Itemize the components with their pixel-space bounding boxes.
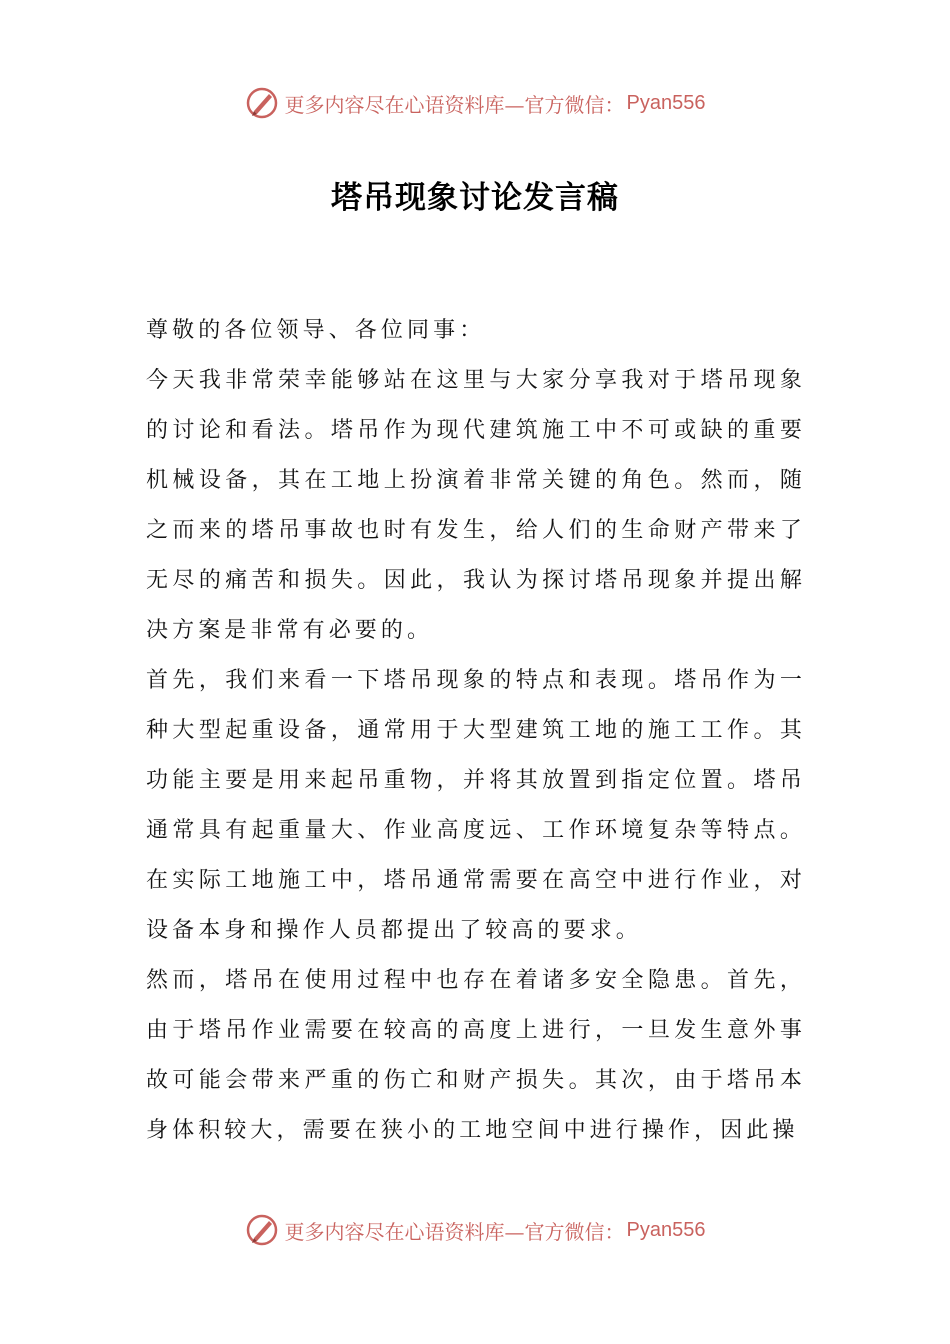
pen-logo-icon [245,86,279,120]
banner-brand-text: 更多内容尽在心语资料库—官方微信： [284,1219,625,1244]
banner-wechat-id: Pyan556 [626,1218,706,1241]
banner-wechat-id: Pyan556 [626,91,706,114]
paragraph: 首先，我们来看一下塔吊现象的特点和表现。塔吊作为一种大型起重设备，通常用于大型建筑工地的施工工作。其功能主要是用来起吊重物，并将其放置到指定位置。塔吊通常具有起重量大、作业高度远、工作环境复杂等特点。在实际工地施工中，塔吊通常需要在高空中进行作业，对设备本身和操作人员都提出了较高的要求。 [146,668,806,943]
paragraph: 然而，塔吊在使用过程中也存在着诸多安全隐患。首先，由于塔吊作业需要在较高的高度上进行，一旦发生意外事故可能会带来严重的伤亡和财产损失。其次，由于塔吊本身体积较大，需要在狭小的工地空间中进行操作，因此操 [146,968,806,1143]
document-title: 塔吊现象讨论发言稿 [331,180,619,216]
salutation: 尊敬的各位领导、各位同事： [146,318,486,343]
paragraph: 今天我非常荣幸能够站在这里与大家分享我对于塔吊现象的讨论和看法。塔吊作为现代建筑施工中不可或缺的重要机械设备，其在工地上扮演着非常关键的角色。然而，随之而来的塔吊事故也时有发生，给人们的生命财产带来了无尽的痛苦和损失。因此，我认为探讨塔吊现象并提出解决方案是非常有必要的。 [146,368,806,643]
pen-logo-icon [245,1213,279,1247]
footer-banner [0,1210,950,1250]
document-body [146,306,806,1156]
header-banner [0,83,950,123]
banner-brand-text: 更多内容尽在心语资料库—官方微信： [284,92,625,117]
